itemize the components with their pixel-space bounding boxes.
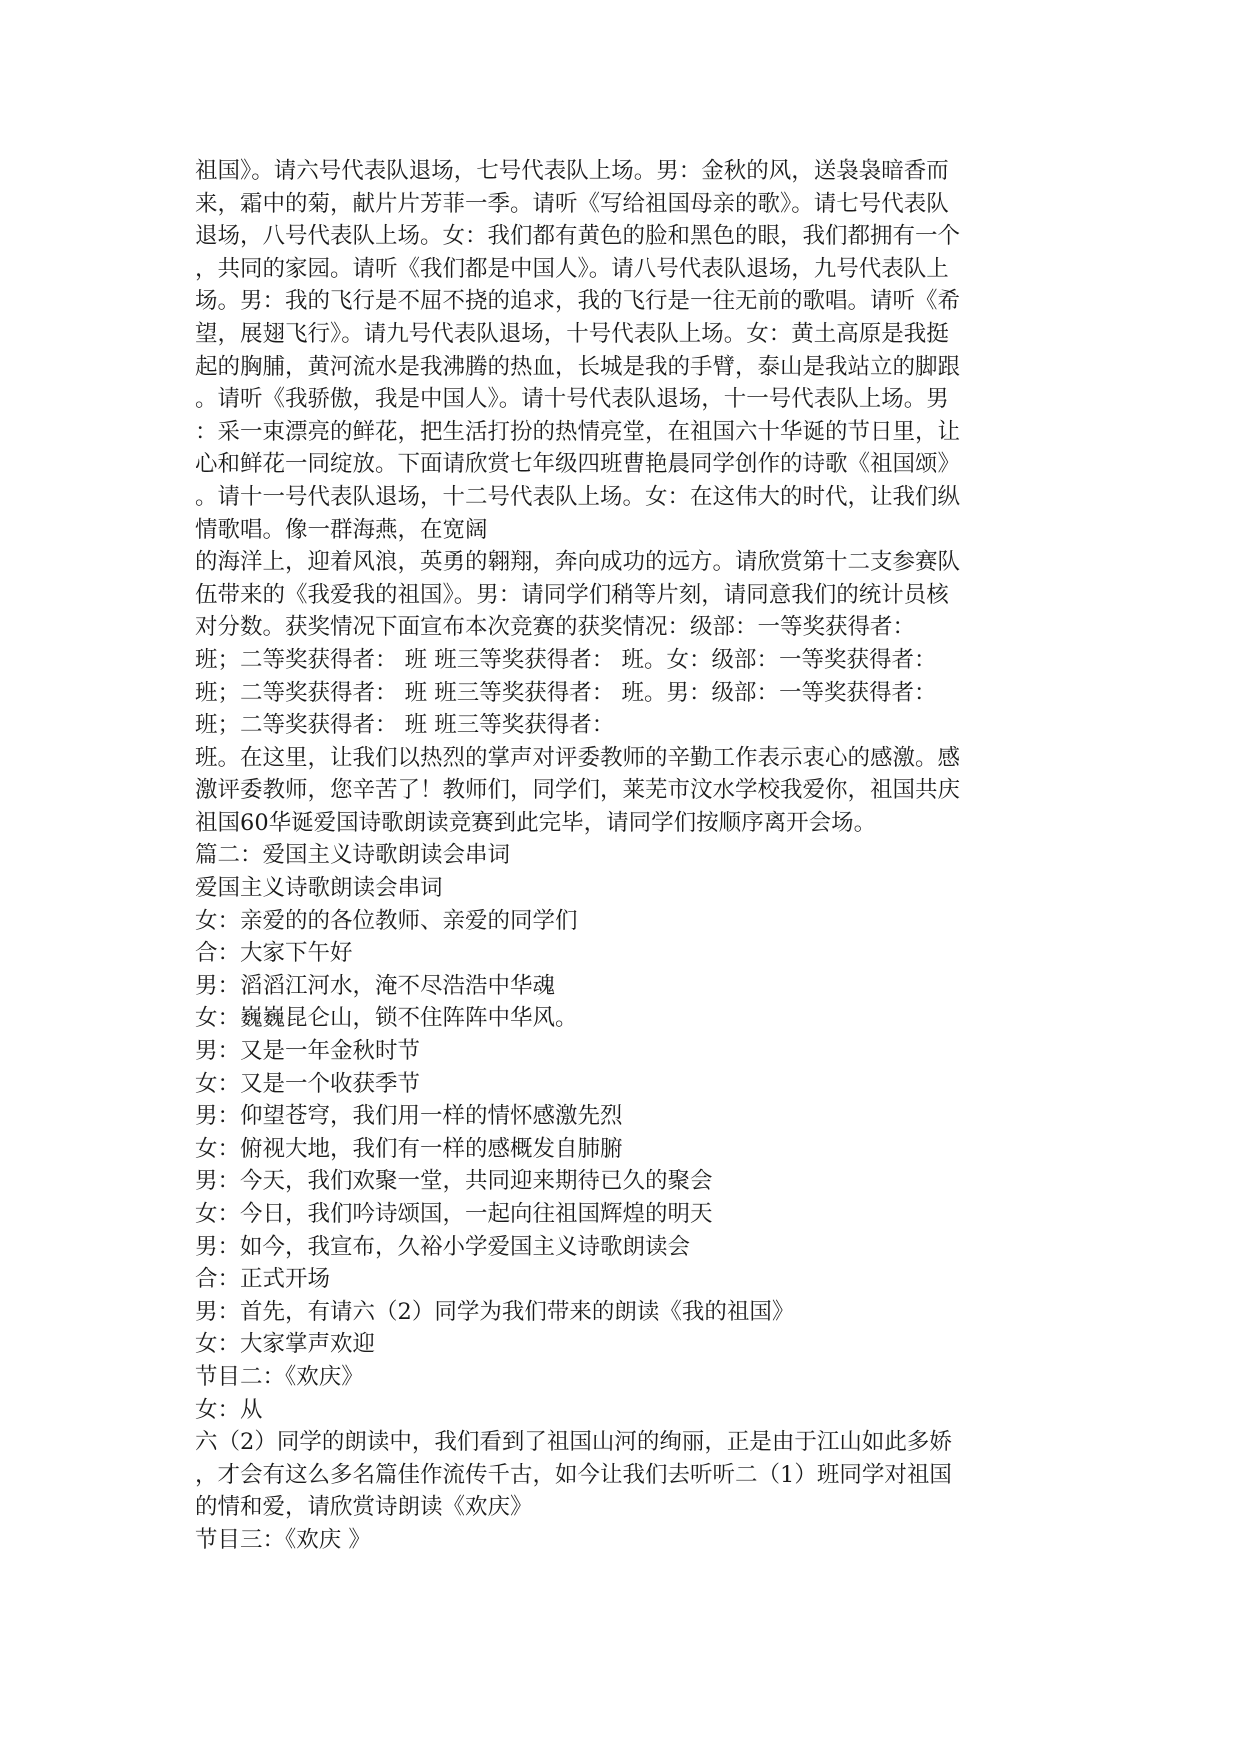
text-line: 。请听《我骄傲，我是中国人》。请十号代表队退场，十一号代表队上场。男: [195, 386, 949, 413]
dialogue-line: 男：如今，我宣布，久裕小学爱国主义诗歌朗读会: [195, 1233, 691, 1260]
text-line: 的情和爱，请欣赏诗朗读《欢庆》: [195, 1494, 533, 1521]
dialogue-line: 男：又是一年金秋时节: [195, 1038, 421, 1065]
dialogue-line: 合：大家下午好: [195, 940, 353, 967]
dialogue-line: 女：从: [195, 1396, 263, 1423]
text-line: 班；二等奖获得者： 班 班三等奖获得者： 班。男：级部：一等奖获得者：: [195, 679, 937, 706]
dialogue-line: 女：又是一个收获季节: [195, 1070, 421, 1097]
program-item: 节目二：《欢庆》: [195, 1363, 364, 1390]
dialogue-line: 男：今天，我们欢聚一堂，共同迎来期待已久的聚会: [195, 1168, 713, 1195]
text-line: 的海洋上，迎着风浪，英勇的翱翔，奔向成功的远方。请欣赏第十二支参赛队: [195, 549, 961, 576]
text-line: 祖国》。请六号代表队退场，七号代表队上场。男：金秋的风，送袅袅暗香而: [195, 158, 949, 184]
text-line: ，共同的家园。请听《我们都是中国人》。请八号代表队退场，九号代表队上: [195, 255, 949, 282]
document-body: [195, 155, 1055, 1557]
text-line: 班。在这里，让我们以热烈的掌声对评委教师的辛勤工作表示衷心的感激。感: [195, 744, 961, 771]
text-line: 对分数。获奖情况下面宣布本次竞赛的获奖情况：级部：一等奖获得者：: [195, 614, 916, 641]
text-line: 。请十一号代表队退场，十二号代表队上场。女：在这伟大的时代，让我们纵: [195, 483, 961, 510]
text-line: 退场，八号代表队上场。女：我们都有黄色的脸和黑色的眼，我们都拥有一个: [195, 223, 961, 250]
text-line: 场。男：我的飞行是不屈不挠的追求，我的飞行是一往无前的歌唱。请听《希: [195, 288, 961, 315]
section-title: 爱国主义诗歌朗读会串词: [195, 875, 443, 902]
section-heading: 篇二：爱国主义诗歌朗读会串词: [195, 842, 511, 869]
dialogue-line: 合：正式开场: [195, 1266, 331, 1293]
dialogue-line: 男：仰望苍穹，我们用一样的情怀感激先烈: [195, 1103, 623, 1130]
text-line: 望，展翅飞行》。请九号代表队退场，十号代表队上场。女：黄土高原是我挺: [195, 320, 949, 347]
text-line: 班；二等奖获得者： 班 班三等奖获得者： 班。女：级部：一等奖获得者：: [195, 646, 937, 673]
text-line: 六（2）同学的朗读中，我们看到了祖国山河的绚丽，正是由于江山如此多娇: [195, 1429, 952, 1456]
program-item: 节目三：《欢庆 》: [195, 1526, 371, 1553]
text-line: 祖国60华诞爱国诗歌朗读竞赛到此完毕，请同学们按顺序离开会场。: [195, 809, 877, 836]
text-line: 心和鲜花一同绽放。下面请欣赏七年级四班曹艳晨同学创作的诗歌《祖国颂》: [195, 451, 961, 478]
text-line: ，才会有这么多名篇佳作流传千古，如今让我们去听听二（1）班同学对祖国: [195, 1461, 952, 1488]
dialogue-line: 女：大家掌声欢迎: [195, 1331, 376, 1358]
dialogue-line: 男：首先，有请六（2）同学为我们带来的朗读《我的祖国》: [195, 1298, 795, 1325]
text-line: 情歌唱。像一群海燕，在宽阔: [195, 516, 488, 543]
text-line: 来，霜中的菊，献片片芳菲一季。请听《写给祖国母亲的歌》。请七号代表队: [195, 190, 949, 217]
text-line: ：采一束漂亮的鲜花，把生活打扮的热情亮堂，在祖国六十华诞的节日里，让: [195, 418, 961, 445]
dialogue-line: 女：俯视大地，我们有一样的感概发自肺腑: [195, 1135, 623, 1162]
dialogue-line: 女：今日，我们吟诗颂国，一起向往祖国辉煌的明天: [195, 1201, 713, 1227]
text-line: 班；二等奖获得者： 班 班三等奖获得者：: [195, 712, 615, 739]
text-line: 激评委教师，您辛苦了！教师们，同学们，莱芜市汶水学校我爱你，祖国共庆: [195, 777, 961, 804]
text-line: 伍带来的《我爱我的祖国》。男：请同学们稍等片刻，请同意我们的统计员核: [195, 581, 949, 608]
dialogue-line: 女：亲爱的的各位教师、亲爱的同学们: [195, 907, 578, 934]
dialogue-line: 女：巍巍昆仑山，锁不住阵阵中华风。: [195, 1005, 578, 1032]
text-line: 起的胸脯，黄河流水是我沸腾的热血，长城是我的手臂，泰山是我站立的脚跟: [195, 353, 961, 380]
dialogue-line: 男：滔滔江河水，淹不尽浩浩中华魂: [195, 972, 556, 999]
